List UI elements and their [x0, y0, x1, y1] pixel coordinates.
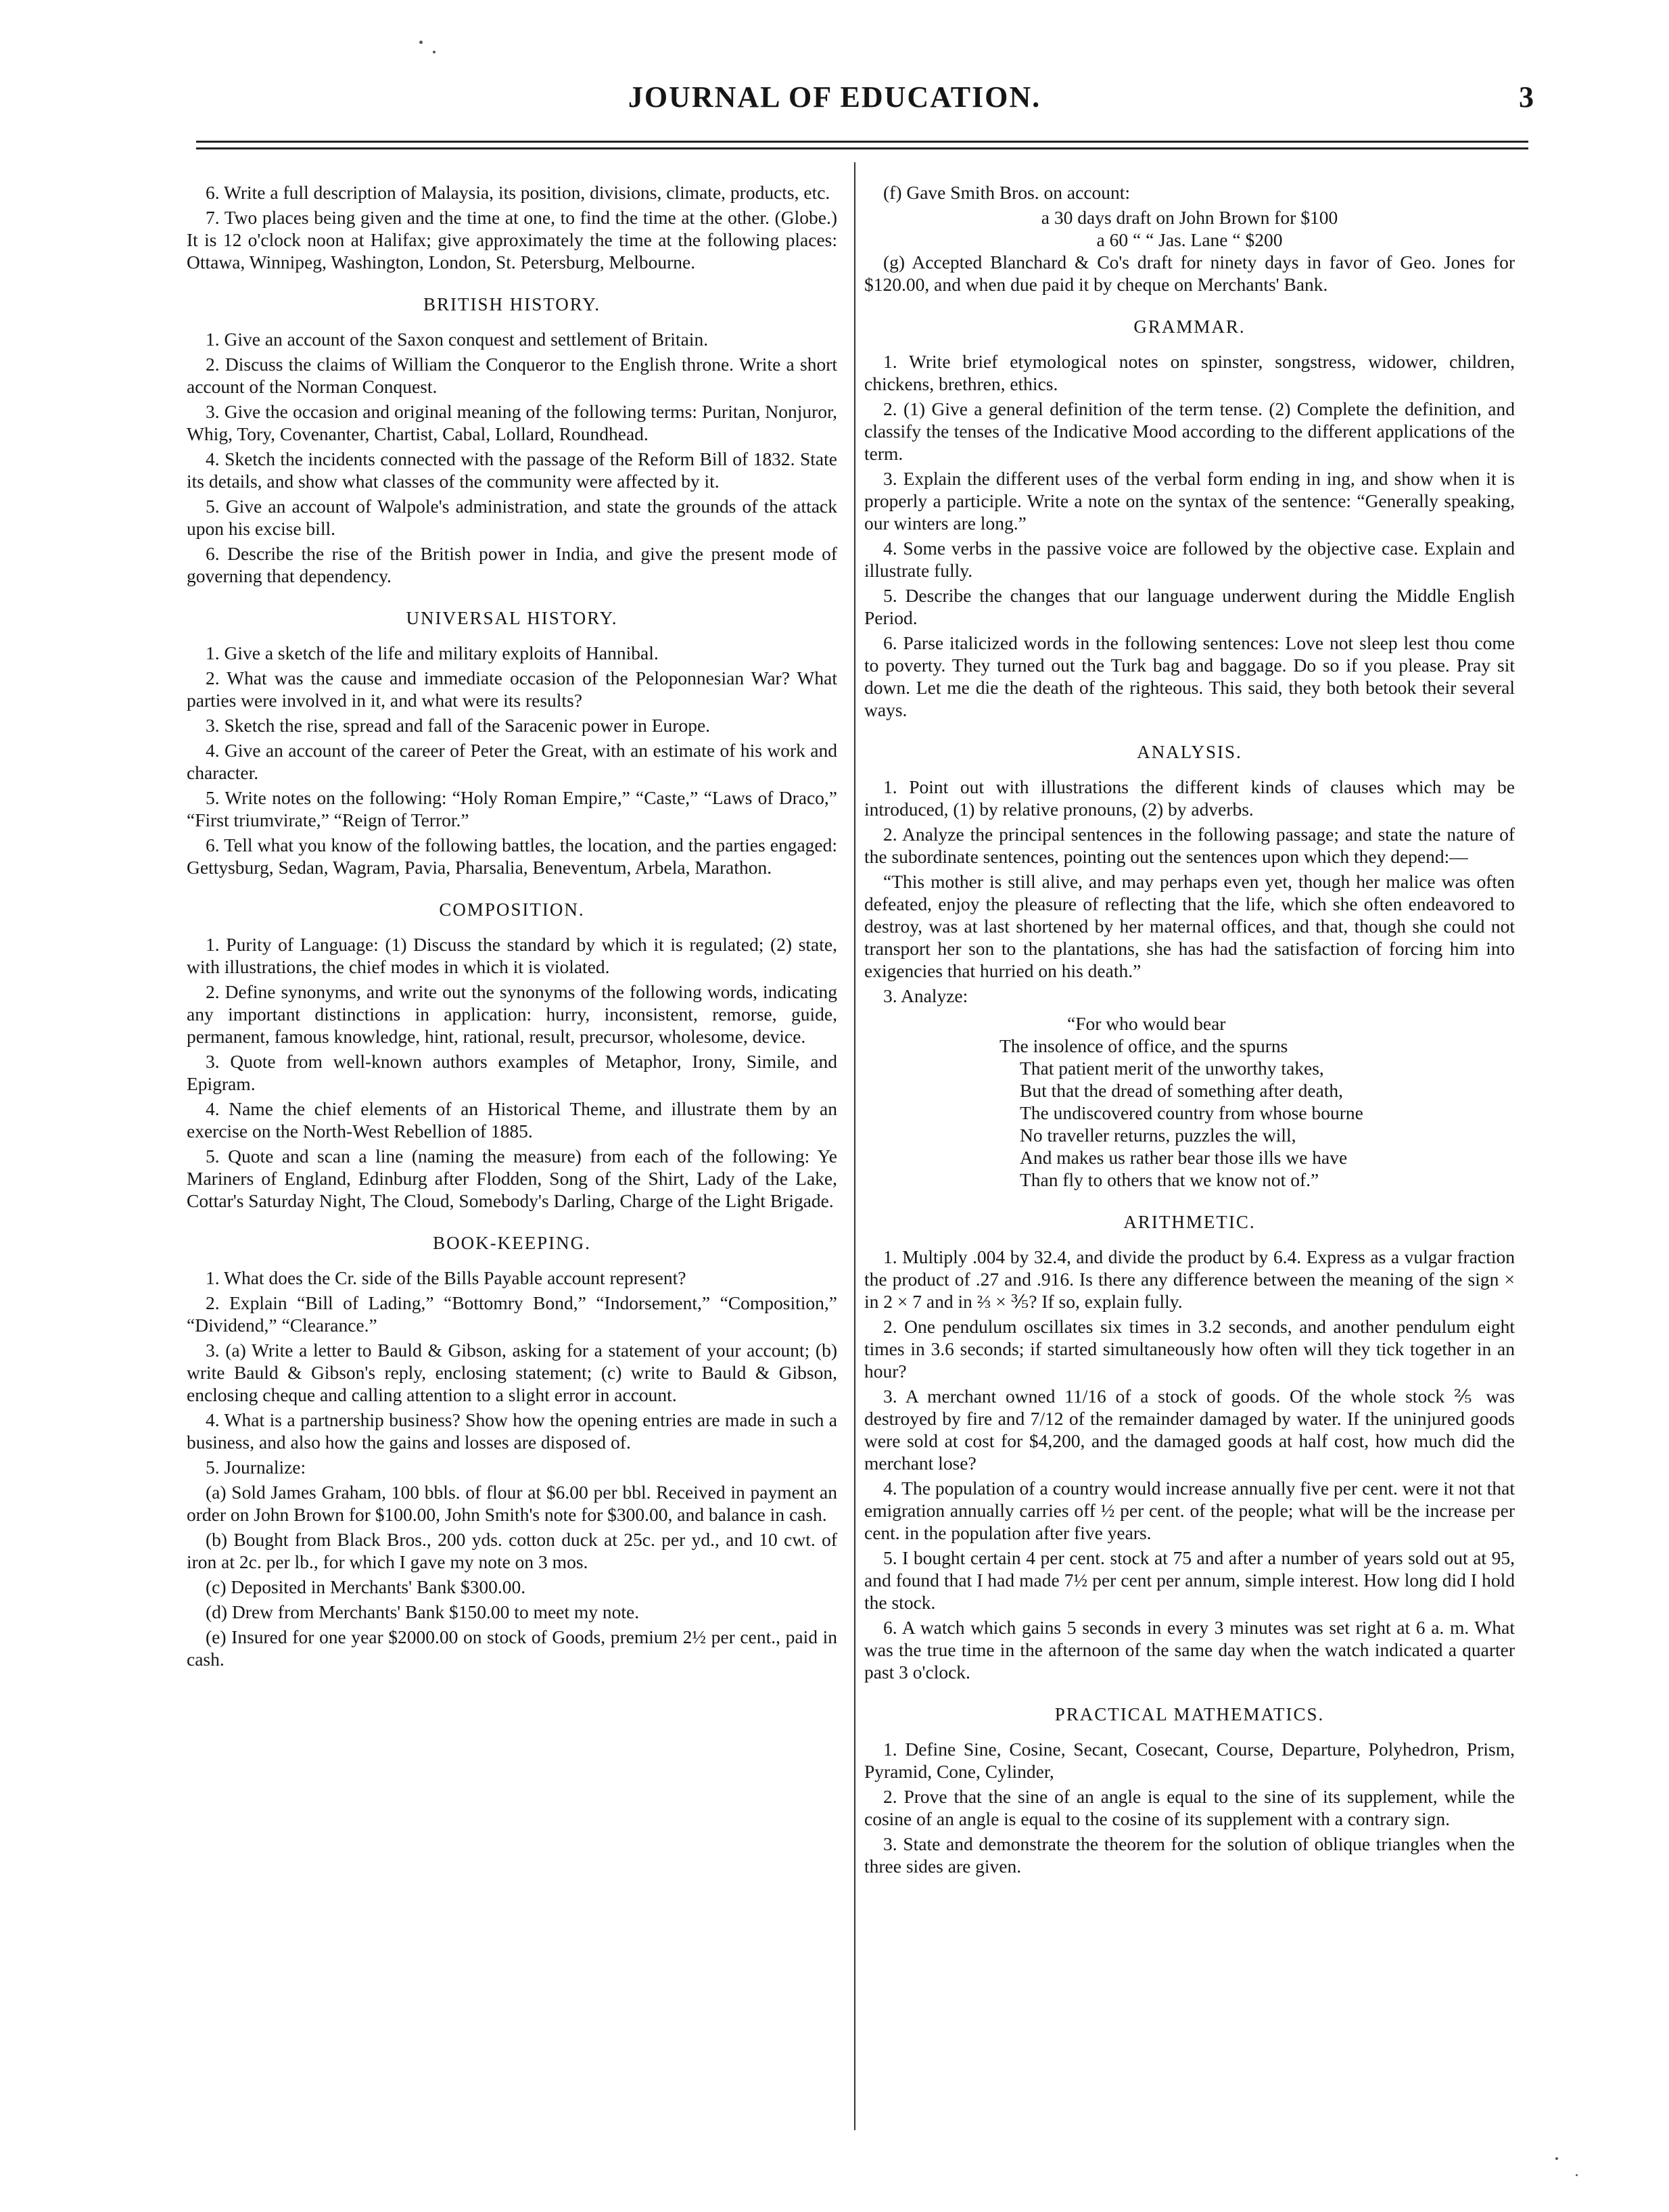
section-heading-composition: COMPOSITION.	[439, 899, 585, 920]
question: 5. Write notes on the following: “Holy Roman Empire,” “Caste,” “Laws of Draco,” “First triumvirate,” “Reign of Terror.”	[187, 787, 837, 830]
left-column	[187, 181, 837, 1673]
question: 6. Describe the rise of the British power in India, and give the present mode of governing that dependency.	[187, 543, 837, 586]
question: 2. Discuss the claims of William the Conqueror to the English throne. Write a short account of the Norman Conquest.	[187, 354, 837, 397]
question: 1. Purity of Language: (1) Discuss the standard by which it is regulated; (2) state, with illustrations, the chief modes in which it is violated.	[187, 934, 837, 977]
poem-excerpt	[1000, 1012, 1515, 1191]
journal-entry-line: a 30 days draft on John Brown for $100	[1041, 207, 1338, 228]
journal-entry: (e) Insured for one year $2000.00 on stock of Goods, premium 2½ per cent., paid in cash.	[187, 1626, 837, 1670]
journal-entry: (a) Sold James Graham, 100 bbls. of flour at $6.00 per bbl. Received in payment an order on John Brown for $100.00, John Smith's note for $300.00, and balance in cash.	[187, 1482, 837, 1525]
page-number: 3	[1519, 80, 1534, 114]
question: 3. Explain the different uses of the verbal form ending in ing, and show when it is properly a participle. Write a note on the syntax of the sentence: “Generally speaking, our winters are long.”	[864, 468, 1515, 534]
poem-line: And makes us rather bear those ills we have	[1020, 1147, 1348, 1168]
question: 1. What does the Cr. side of the Bills Payable account represent?	[206, 1267, 686, 1288]
question: 2. Analyze the principal sentences in the following passage; and state the nature of the subordinate sentences, pointing out the sentences upon which they depend:—	[864, 824, 1515, 867]
question: 4. Some verbs in the passive voice are followed by the objective case. Explain and illustrate fully.	[864, 538, 1515, 581]
question: 2. (1) Give a general definition of the term tense. (2) Complete the definition, and classify the tenses of the Indicative Mood according to the different applications of the term.	[864, 398, 1515, 464]
section-heading-british-history: BRITISH HISTORY.	[423, 294, 601, 314]
poem-line: But that the dread of something after death,	[1020, 1080, 1344, 1101]
question: 1. Multiply .004 by 32.4, and divide the product by 6.4. Express as a vulgar fraction the product of .27 and .916. Is there any difference between the meaning of the sign × in 2 × 7 and in ⅔ × ⅗? If so, explain fully.	[864, 1246, 1515, 1312]
question: 2. One pendulum oscillates six times in 3.2 seconds, and another pendulum eight times in 3.6 seconds; if started simultaneously how often will they tick together in an hour?	[864, 1316, 1515, 1382]
journal-entry-line: a 60 “ “ Jas. Lane “ $200	[1096, 229, 1283, 250]
question: 6. Write a full description of Malaysia, its position, divisions, climate, products, etc.	[206, 182, 830, 203]
scan-speck	[1576, 2174, 1578, 2176]
question: 3. State and demonstrate the theorem for the solution of oblique triangles when the three sides are given.	[864, 1833, 1515, 1877]
question: 5. Give an account of Walpole's administration, and state the grounds of the attack upon his excise bill.	[187, 496, 837, 539]
question: 2. What was the cause and immediate occasion of the Peloponnesian War? What parties were involved in it, and what were its results?	[187, 667, 837, 711]
question: 3. (a) Write a letter to Bauld & Gibson, asking for a statement of your account; (b) write Bauld & Gibson's reply, enclosing statement; (c) write to Bauld & Gibson, enclosing cheque and calling attention to a slight error in account.	[187, 1340, 837, 1405]
question: 5. Journalize:	[206, 1457, 306, 1478]
poem-line: “For who would bear	[1067, 1013, 1226, 1034]
journal-title: JOURNAL OF EDUCATION.	[628, 80, 1041, 114]
question: 4. Sketch the incidents connected with the passage of the Reform Bill of 1832. State its details, and show what classes of the community were affected by it.	[187, 448, 837, 492]
question: 3. Sketch the rise, spread and fall of the Saracenic power in Europe.	[206, 715, 711, 736]
question: 1. Point out with illustrations the different kinds of clauses which may be introduced, (1) by relative pronouns, (2) by adverbs.	[864, 776, 1515, 820]
question: 2. Explain “Bill of Lading,” “Bottomry Bond,” “Indorsement,” “Composition,” “Dividend,” “Clearance.”	[187, 1292, 837, 1336]
poem-line: The undiscovered country from whose bourne	[1020, 1102, 1363, 1123]
question: 5. Quote and scan a line (naming the measure) from each of the following: Ye Mariners of England, Edinburg after Flodden, Song of the Shirt, Lady of the Lake, Cottar's Saturday Night, The Cloud, Somebody's Darling, Charge of the Light Brigade.	[187, 1146, 837, 1211]
question: 1. Define Sine, Cosine, Secant, Cosecant, Course, Departure, Polyhedron, Prism, Pyramid, Cone, Cylinder,	[864, 1739, 1515, 1782]
section-heading-universal-history: UNIVERSAL HISTORY.	[406, 608, 618, 628]
poem-line: That patient merit of the unworthy takes,	[1020, 1058, 1324, 1079]
section-heading-arithmetic: ARITHMETIC.	[1123, 1212, 1256, 1232]
question: 2. Define synonyms, and write out the synonyms of the following words, indicating any important distinctions in application: hurry, inconsistent, remorse, guide, permanent, famous knowledge, hint, rational, result, precursor, wholesome, device.	[187, 981, 837, 1047]
poem-line: Than fly to others that we know not of.”	[1020, 1169, 1319, 1190]
section-heading-analysis: ANALYSIS.	[1137, 742, 1242, 762]
question: 4. The population of a country would increase annually five per cent. were it not that emigration annually carries off ½ per cent. of the people; what will be the increase per cent. in the population after five years.	[864, 1478, 1515, 1543]
poem-line: The insolence of office, and the spurns	[1000, 1035, 1288, 1056]
journal-entry: (d) Drew from Merchants' Bank $150.00 to meet my note.	[206, 1601, 640, 1622]
question: 6. Tell what you know of the following battles, the location, and the parties engaged: Gettysburg, Sedan, Wagram, Pavia, Pharsalia, Beneventum, Arbela, Marathon.	[187, 834, 837, 878]
header-rule-top	[196, 141, 1528, 143]
question: 2. Prove that the sine of an angle is equal to the sine of its supplement, while the cosine of an angle is equal to the cosine of its supplement with a contrary sign.	[864, 1786, 1515, 1829]
question: 6. Parse italicized words in the following sentences: Love not sleep lest thou come to poverty. They turned out the Turk bag and baggage. Do so if you please. Pray sit down. Let me die the death of the righteous. This said, they both betook their several ways.	[864, 632, 1515, 720]
journal-entry: (g) Accepted Blanchard & Co's draft for ninety days in favor of Geo. Jones for $120.00, and when due paid it by cheque on Merchants' Bank.	[864, 252, 1515, 295]
question: 3. Give the occasion and original meaning of the following terms: Puritan, Nonjuror, Whig, Tory, Covenanter, Chartist, Cabal, Lollard, Roundhead.	[187, 401, 837, 444]
page-header	[0, 80, 1669, 120]
question: 3. A merchant owned 11/16 of a stock of goods. Of the whole stock ⅖ was destroyed by fire and 7/12 of the remainder damaged by water. If the uninjured goods were sold at cost for $4,200, and the damaged goods at half cost, how much did the merchant lose?	[864, 1386, 1515, 1474]
question: 5. Describe the changes that our language underwent during the Middle English Period.	[864, 585, 1515, 628]
question: 4. Give an account of the career of Peter the Great, with an estimate of his work and character.	[187, 740, 837, 783]
section-heading-grammar: GRAMMAR.	[1133, 316, 1246, 337]
question: 3. Quote from well-known authors examples of Metaphor, Irony, Simile, and Epigram.	[187, 1051, 837, 1094]
journal-entry: (c) Deposited in Merchants' Bank $300.00.	[206, 1576, 526, 1597]
journal-entry: (b) Bought from Black Bros., 200 yds. cotton duck at 25c. per yd., and 10 cwt. of iron at 2c. per lb., for which I gave my note on 3 mos.	[187, 1529, 837, 1572]
right-column	[864, 181, 1515, 1880]
quoted-passage: “This mother is still alive, and may perhaps even yet, though her malice was often defeated, enjoy the pleasure of reflecting that the life, which she often endeavored to destroy, was at last shortened by her maternal offices, and that, though she could not transport her son to the plantations, she has had the satisfaction of forcing him into exigencies that hurried on his death.”	[864, 871, 1515, 981]
header-rule-bottom	[196, 147, 1528, 149]
scan-speck	[433, 51, 436, 53]
question: 1. Write brief etymological notes on spinster, songstress, widower, children, chickens, brethren, ethics.	[864, 351, 1515, 394]
section-heading-book-keeping: BOOK-KEEPING.	[433, 1233, 591, 1253]
question: 1. Give an account of the Saxon conquest and settlement of Britain.	[206, 329, 709, 350]
scan-speck	[1555, 2157, 1558, 2160]
journal-entry: (f) Gave Smith Bros. on account:	[883, 182, 1131, 203]
question: 6. A watch which gains 5 seconds in every 3 minutes was set right at 6 a. m. What was the true time in the afternoon of the same day when the watch indicated a quarter past 3 o'clock.	[864, 1617, 1515, 1682]
question: 5. I bought certain 4 per cent. stock at 75 and after a number of years sold out at 95, and found that I had made 7½ per cent per annum, simple interest. How long did I hold the stock.	[864, 1547, 1515, 1613]
question: 3. Analyze:	[883, 985, 968, 1006]
column-divider	[854, 162, 855, 2130]
question: 7. Two places being given and the time at one, to find the time at the other. (Globe.) It is 12 o'clock noon at Halifax; give approximately the time at the following places: Ottawa, Winnipeg, Washington, London, St. Petersburg, Melbourne.	[187, 207, 837, 273]
scan-speck	[419, 41, 423, 44]
question: 1. Give a sketch of the life and military exploits of Hannibal.	[206, 642, 659, 663]
question: 4. What is a partnership business? Show how the opening entries are made in such a business, and also how the gains and losses are disposed of.	[187, 1409, 837, 1453]
question: 4. Name the chief elements of an Historical Theme, and illustrate them by an exercise on the North-West Rebellion of 1885.	[187, 1098, 837, 1142]
section-heading-practical-mathematics: PRACTICAL MATHEMATICS.	[1054, 1704, 1325, 1724]
poem-line: No traveller returns, puzzles the will,	[1020, 1125, 1296, 1146]
